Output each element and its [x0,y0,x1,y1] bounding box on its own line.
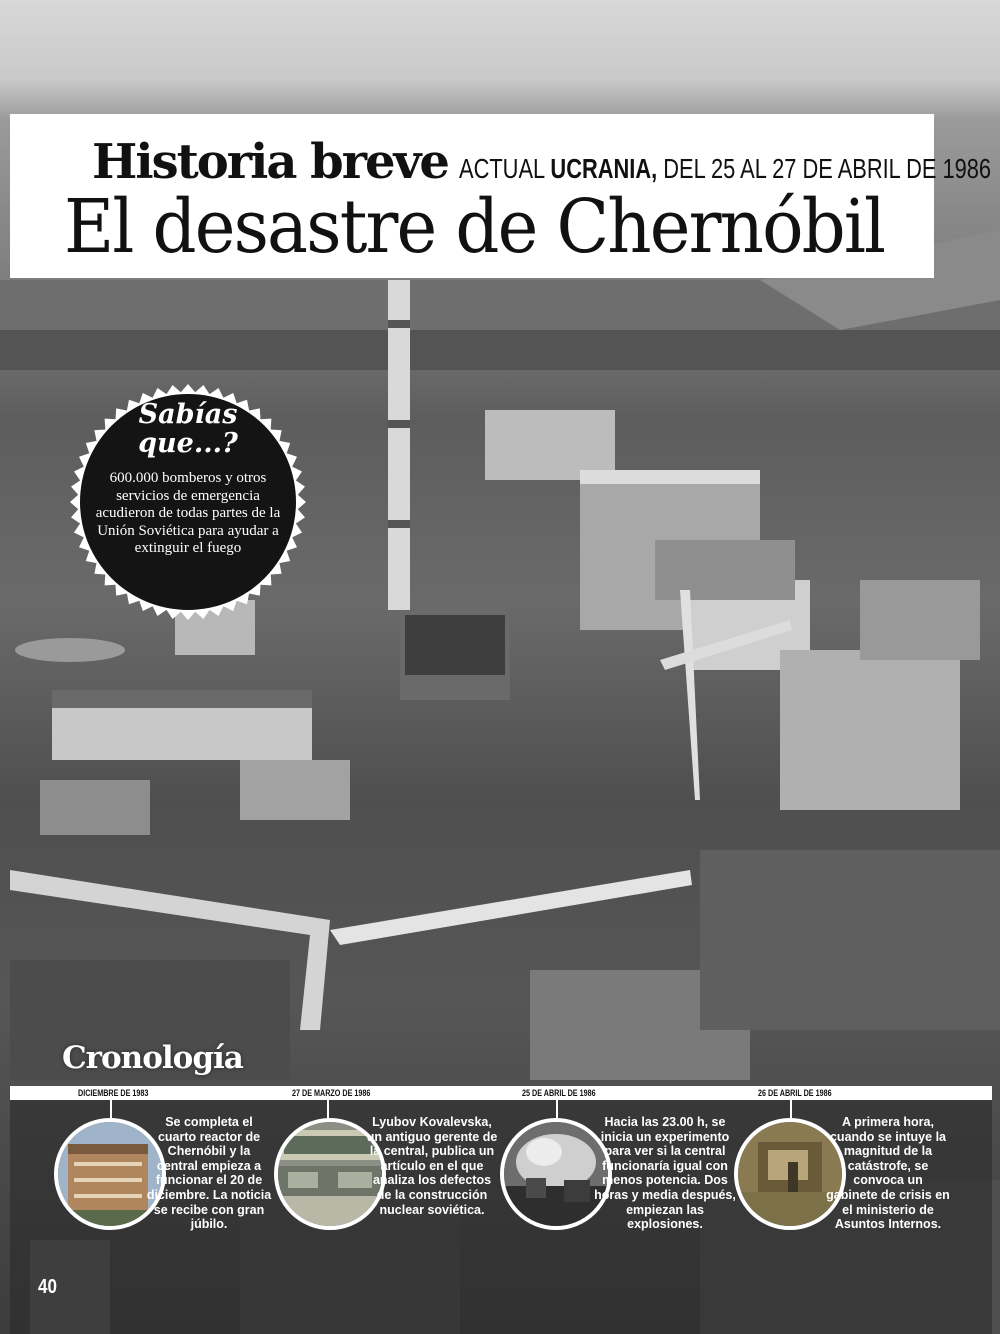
sabias-que-badge [70,384,306,620]
event-text-1: Se completa el cuarto reactor de Chernóbil y la central empieza a funcionar el 20 de diciembre. La noticia se recibe con gran júbilo. [146,1115,272,1232]
event-text-4: A primera hora, cuando se intuye la magnitud de la catástrofe, se convoca un gabinete de crisis en el ministerio de Asuntos Internos. [826,1115,950,1232]
timeline-tick [790,1100,792,1118]
title-kicker: Historia breve [92,134,448,190]
event-date-3: 25 DE ABRIL DE 1986 [522,1088,596,1098]
event-date-2: 27 DE MARZO DE 1986 [292,1088,371,1098]
page-title: El desastre de Chernóbil [64,184,885,270]
title-box [10,114,992,278]
badge-title-line1: Sabías [138,399,238,430]
event-date-1: DICIEMBRE DE 1983 [78,1088,149,1098]
timeline-tick [327,1100,329,1118]
title-header-line [92,134,1000,190]
event-text-2: Lyubov Kovalevska, un antiguo gerente de la central, publica un artículo en el que analiza los defectos de la construcción nuclear soviética. [366,1115,498,1217]
title-meta-place: UCRANIA, [550,153,658,184]
event-text-3: Hacia las 23.00 h, se inicia un experimento para ver si la central funcionaría igual con menos potencia. Dos horas y media después, empiezan las explosiones. [594,1115,736,1232]
timeline-bar [10,1086,992,1100]
title-meta-dates: DEL 25 AL 27 DE ABRIL DE 1986 [663,153,992,184]
page-number: 40 [38,1276,57,1298]
badge-title [70,400,306,458]
title-meta [459,153,991,185]
event-date-4: 26 DE ABRIL DE 1986 [758,1088,832,1098]
chronology-title: Cronología [62,1040,243,1076]
title-meta-prefix: ACTUAL [459,153,545,184]
badge-text: 600.000 bomberos y otros servicios de emergencia acudieron de todas partes de la Unión Soviética para ayudar a extinguir el fuego [95,470,281,556]
badge-title-line2: que...? [138,428,238,459]
timeline-tick [110,1100,112,1118]
timeline-tick [556,1100,558,1118]
